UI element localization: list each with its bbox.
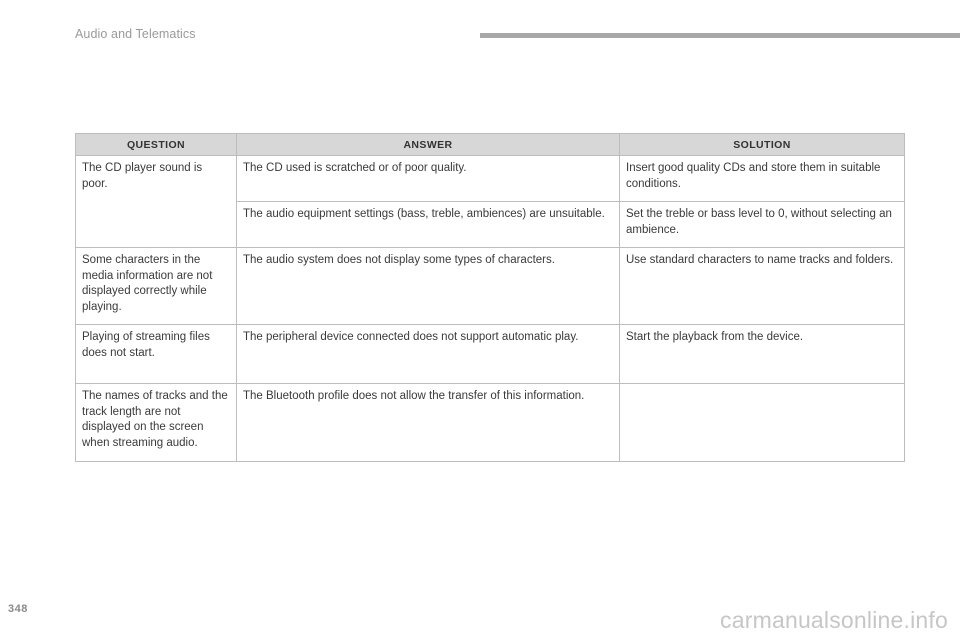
question-cell: The CD player sound is poor.	[76, 156, 237, 248]
page-number: 348	[8, 603, 28, 615]
answer-cell: The audio equipment settings (bass, treble, ambiences) are unsuitable.	[237, 202, 620, 248]
table-row	[76, 156, 905, 202]
table-row	[76, 384, 905, 462]
question-cell: The names of tracks and the track length are not displayed on the screen when streaming audio.	[76, 384, 237, 462]
solution-cell: Set the treble or bass level to 0, without selecting an ambience.	[620, 202, 905, 248]
answer-cell: The peripheral device connected does not support automatic play.	[237, 325, 620, 384]
column-header-answer: ANSWER	[237, 134, 620, 156]
table-row	[76, 325, 905, 384]
solution-cell	[620, 384, 905, 462]
table-row	[76, 248, 905, 325]
solution-cell: Use standard characters to name tracks and folders.	[620, 248, 905, 325]
solution-cell: Start the playback from the device.	[620, 325, 905, 384]
header-rule	[480, 33, 960, 38]
section-title: Audio and Telematics	[75, 27, 196, 41]
table-header-row	[76, 134, 905, 156]
question-cell: Some characters in the media information are not displayed correctly while playing.	[76, 248, 237, 325]
solution-cell: Insert good quality CDs and store them in suitable conditions.	[620, 156, 905, 202]
answer-cell: The Bluetooth profile does not allow the transfer of this information.	[237, 384, 620, 462]
watermark-text: carmanualsonline.info	[720, 607, 948, 633]
answer-cell: The CD used is scratched or of poor quality.	[237, 156, 620, 202]
column-header-solution: SOLUTION	[620, 134, 905, 156]
column-header-question: QUESTION	[76, 134, 237, 156]
troubleshooting-table	[75, 133, 905, 462]
answer-cell: The audio system does not display some types of characters.	[237, 248, 620, 325]
question-cell: Playing of streaming files does not start.	[76, 325, 237, 384]
